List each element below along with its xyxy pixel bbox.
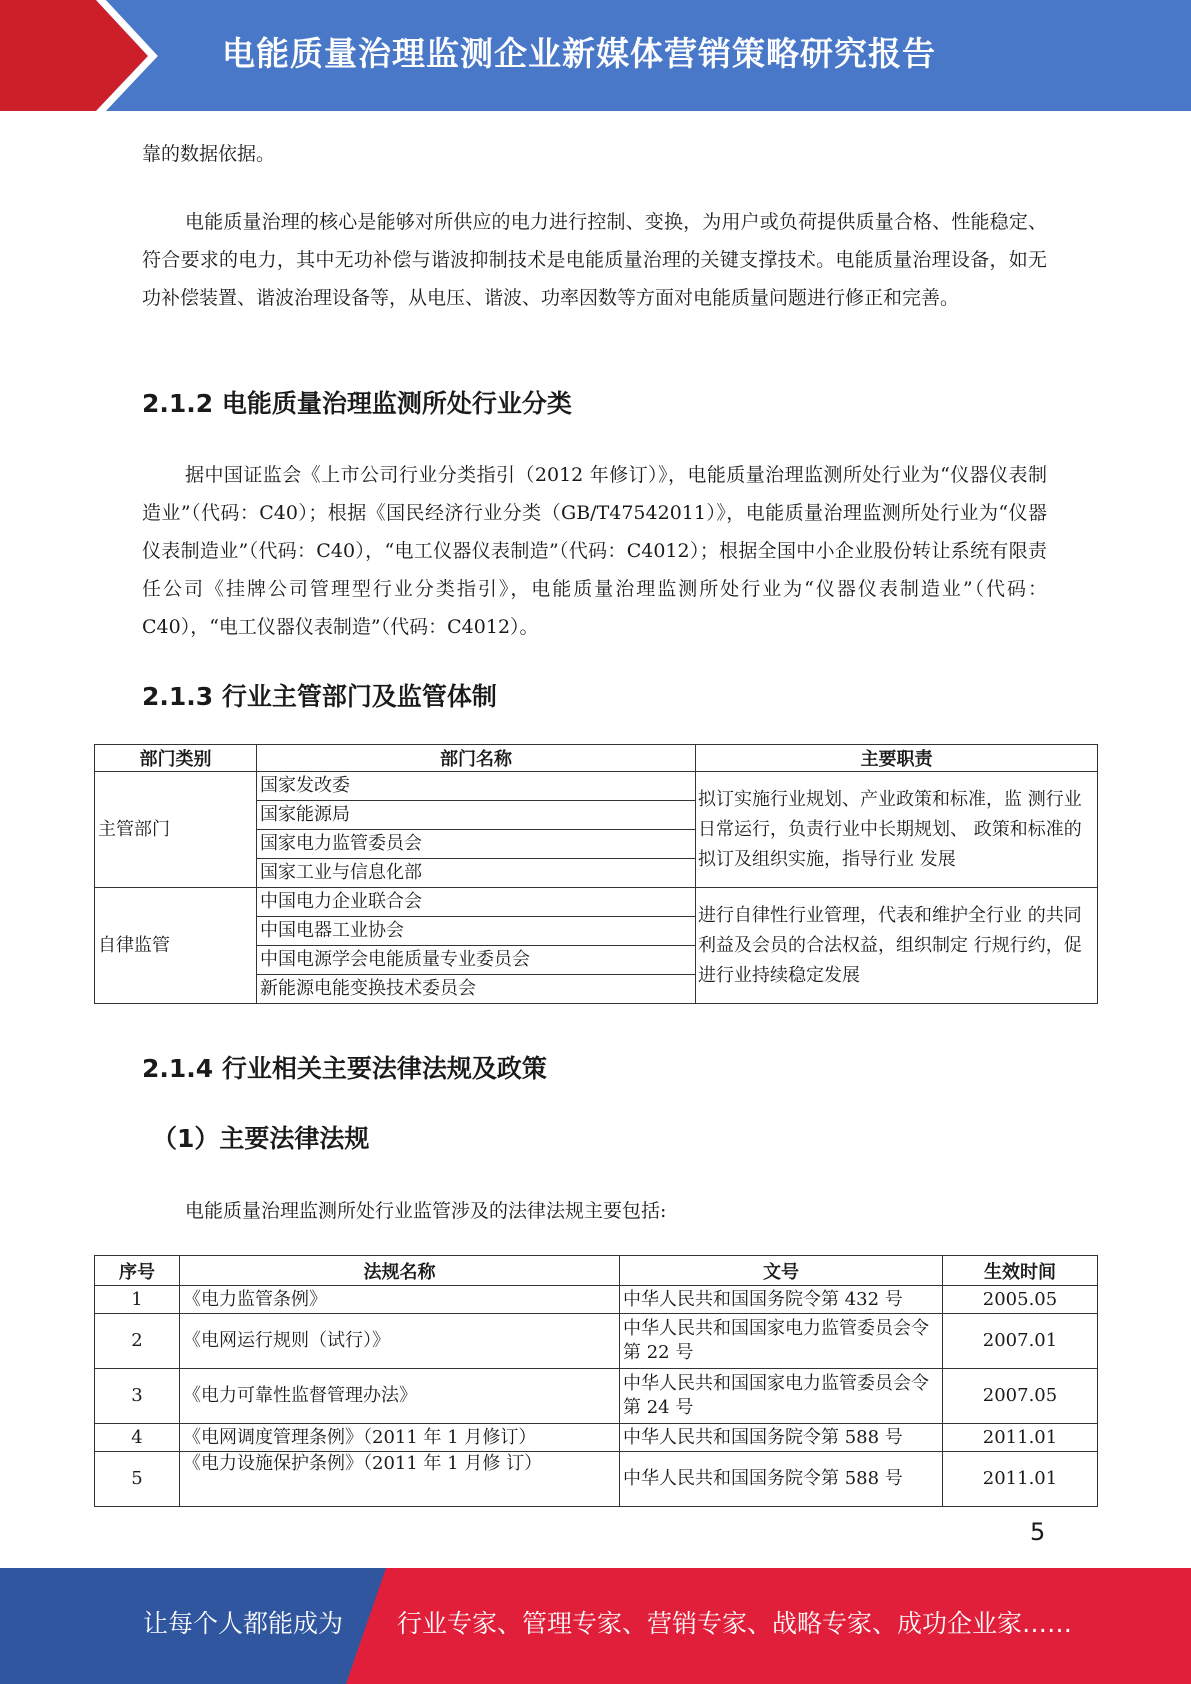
dept-name: 国家能源局: [257, 801, 696, 830]
law-number: 3: [95, 1369, 180, 1424]
dept-category: 主管部门: [95, 772, 257, 888]
subsection-heading-laws: （1）主要法律法规: [152, 1124, 370, 1153]
law-document-number: 中华人民共和国国务院令第 588 号: [620, 1424, 943, 1452]
section-heading-2-1-3: 2.1.3 行业主管部门及监管体制: [142, 682, 497, 711]
law-number: 1: [95, 1286, 180, 1314]
law-document-number: 中华人民共和国国务院令第 588 号: [620, 1452, 943, 1507]
dept-duty: 进行自律性行业管理，代表和维护全行业 的共同利益及会员的合法权益，组织制定 行规行约，促进行业持续稳定发展: [696, 888, 1098, 1004]
page-number: 5: [1030, 1518, 1046, 1546]
law-name: 《电力设施保护条例》（2011 年 1 月修 订）: [180, 1452, 620, 1507]
department-table: [94, 744, 1098, 1004]
dept-duty: 拟订实施行业规划、产业政策和标准，监 测行业日常运行，负责行业中长期规划、 政策和标准的拟订及组织实施，指导行业 发展: [696, 772, 1098, 888]
dept-name: 新能源电能变换技术委员会: [257, 975, 696, 1004]
law-number: 5: [95, 1452, 180, 1507]
paragraph-laws-intro: 电能质量治理监测所处行业监管涉及的法律法规主要包括:: [185, 1200, 667, 1222]
dept-name: 中国电器工业协会: [257, 917, 696, 946]
dept-name: 国家工业与信息化部: [257, 859, 696, 888]
section-heading-2-1-4: 2.1.4 行业相关主要法律法规及政策: [142, 1054, 547, 1083]
table-header-cell: 生效时间: [943, 1256, 1098, 1286]
law-effective-date: 2005.05: [943, 1286, 1098, 1314]
dept-name: 国家发改委: [257, 772, 696, 801]
law-effective-date: 2011.01: [943, 1452, 1098, 1507]
table-row: [95, 1314, 1098, 1369]
law-name: 《电网调度管理条例》（2011 年 1 月修订）: [180, 1424, 620, 1452]
law-number: 4: [95, 1424, 180, 1452]
report-title: 电能质量治理监测企业新媒体营销策略研究报告: [222, 34, 936, 73]
table-row: [95, 1452, 1098, 1507]
table-row: [95, 888, 1098, 917]
paragraph-core-tech: 电能质量治理的核心是能够对所供应的电力进行控制、变换，为用户或负荷提供质量合格、性能稳定、符合要求的电力，其中无功补偿与谐波抑制技术是电能质量治理的关键支撑技术。电能质量治理设备，如无功补偿装置、谐波治理设备等，从电压、谐波、功率因数等方面对电能质量问题进行修正和完善。: [142, 211, 1047, 309]
law-name: 《电网运行规则（试行）》: [180, 1314, 620, 1369]
dept-category: 自律监管: [95, 888, 257, 1004]
dept-name: 中国电力企业联合会: [257, 888, 696, 917]
law-document-number: 中华人民共和国国家电力监管委员会令第 22 号: [620, 1314, 943, 1369]
table-row: [95, 1286, 1098, 1314]
table-header-cell: 部门类别: [95, 745, 257, 772]
table-header-cell: 文号: [620, 1256, 943, 1286]
table-header-cell: 序号: [95, 1256, 180, 1286]
dept-name: 中国电源学会电能质量专业委员会: [257, 946, 696, 975]
table-header-cell: 部门名称: [257, 745, 696, 772]
laws-table: [94, 1255, 1098, 1507]
table-header-cell: 主要职责: [696, 745, 1098, 772]
law-document-number: 中华人民共和国国务院令第 432 号: [620, 1286, 943, 1314]
law-name: 《电力可靠性监督管理办法》: [180, 1369, 620, 1424]
paragraph-continuation: 靠的数据依据。: [142, 143, 276, 165]
table-row: [95, 1369, 1098, 1424]
law-effective-date: 2011.01: [943, 1424, 1098, 1452]
law-effective-date: 2007.01: [943, 1314, 1098, 1369]
table-row: [95, 1424, 1098, 1452]
page-header: [0, 0, 1191, 111]
dept-name: 国家电力监管委员会: [257, 830, 696, 859]
paragraph-industry-classification: 据中国证监会《上市公司行业分类指引（2012 年修订）》，电能质量治理监测所处行业为“仪器仪表制造业”（代码：C40）；根据《国民经济行业分类（GB/T47542011）》，电能质量治理监测所处行业为“仪器仪表制造业”（代码：C40），“电工仪器仪表制造”（代码：C4012）；根据全国中小企业股份转让系统有限责任公司《挂牌公司管理型行业分类指引》，电能质量治理监测所处行业为“仪器仪表制造业”（代码：C40），“电工仪器仪表制造”（代码：C4012）。: [142, 464, 1047, 638]
law-document-number: 中华人民共和国国家电力监管委员会令第 24 号: [620, 1369, 943, 1424]
footer-slogan-left: 让每个人都能成为: [143, 1609, 344, 1638]
law-effective-date: 2007.05: [943, 1369, 1098, 1424]
table-row: [95, 772, 1098, 801]
table-header-cell: 法规名称: [180, 1256, 620, 1286]
table-header-row: [95, 745, 1098, 772]
footer-slogan-right: 行业专家、管理专家、营销专家、战略专家、成功企业家……: [397, 1609, 1073, 1638]
section-heading-2-1-2: 2.1.2 电能质量治理监测所处行业分类: [142, 389, 572, 418]
law-number: 2: [95, 1314, 180, 1369]
page-footer: [0, 1568, 1191, 1684]
law-name: 《电力监管条例》: [180, 1286, 620, 1314]
table-header-row: [95, 1256, 1098, 1286]
